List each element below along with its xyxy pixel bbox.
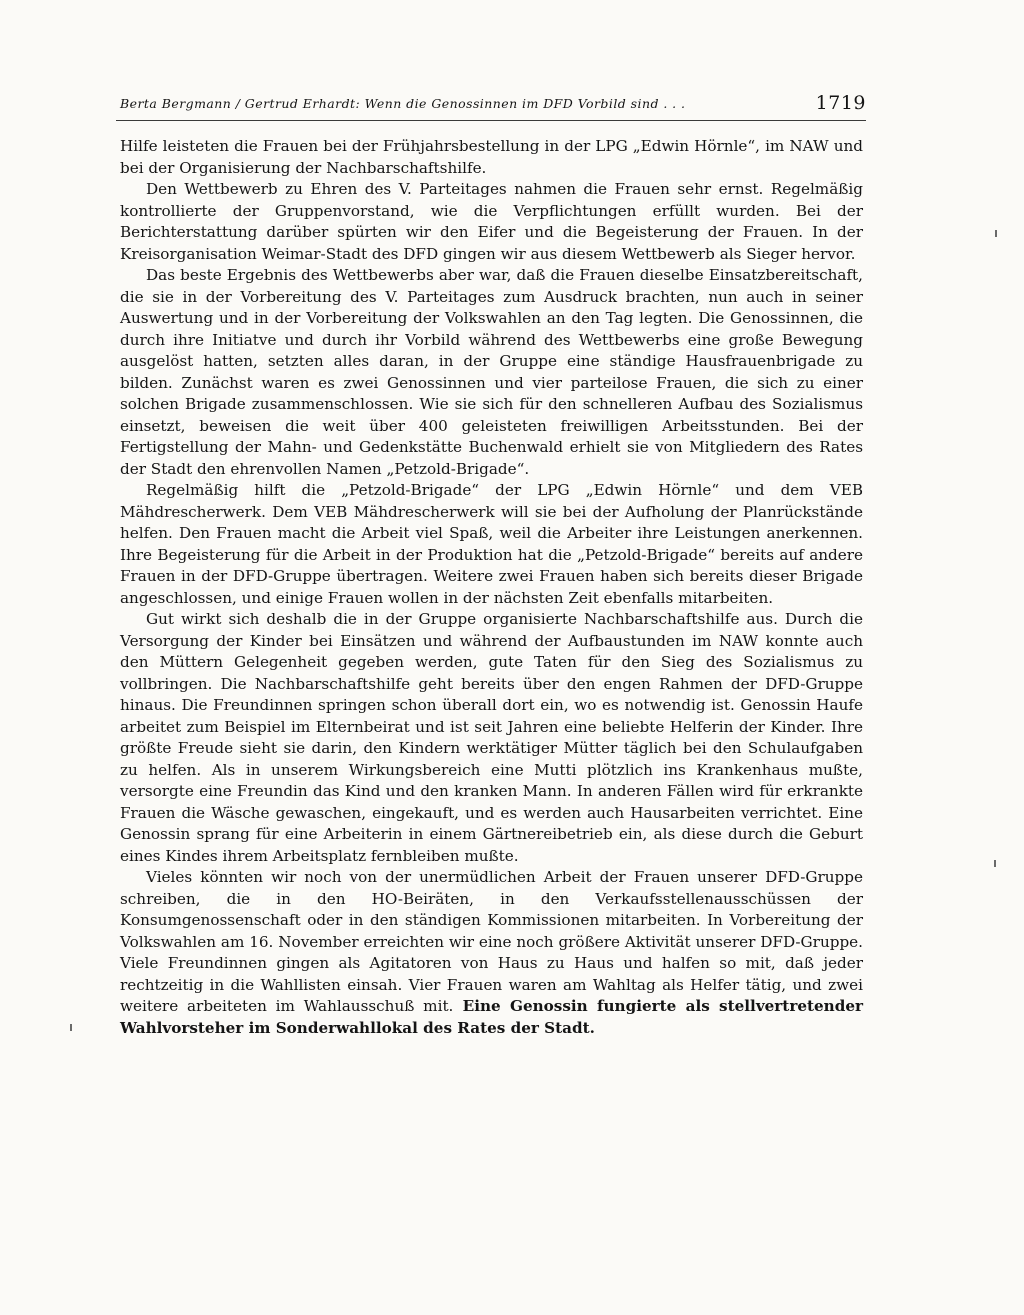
running-head: Berta Bergmann / Gertrud Erhardt: Wenn die Genossinnen im DFD Vorbild sind . . . [120,96,686,111]
article-body [120,136,863,1039]
page-number: 1719 [815,92,866,114]
paragraph-6-emphasis: Eine Genossin fungierte als stellvertretender Wahlvorsteher im Sonderwahllokal des Rates der Stadt. [120,997,863,1037]
paragraph-6 [120,867,863,1039]
paragraph-2: Den Wettbewerb zu Ehren des V. Parteitages nahmen die Frauen sehr ernst. Regelmäßig kontrollierte der Gruppenvorstand, wie die Verpflichtungen erfüllt wurden. Bei der Berichterstattung darüber spürten wir den Eifer und die Begeisterung der Frauen. In der Kreisorganisation Weimar-Stadt des DFD gingen wir aus diesem Wettbewerb als Sieger hervor. [120,180,863,263]
paragraph-1: Hilfe leisteten die Frauen bei der Frühjahrsbestellung in der LPG „Edwin Hörnle“, im NAW und bei der Organisierung der Nachbarschaftshilfe. [120,137,863,177]
paragraph-6-text: Vieles könnten wir noch von der unermüdlichen Arbeit der Frauen unserer DFD-Gruppe schreiben, die in den HO-Beiräten, in den Verkaufsstellenausschüssen der Konsumgenossenschaft oder in den ständigen Kommissionen mitarbeiten. In Vorbereitung der Volkswahlen am 16. November erreichten wir eine noch größere Aktivität unserer DFD-Gruppe. Viele Freundinnen gingen als Agitatoren von Haus zu Haus und halfen so mit, daß jeder rechtzeitig in die Wahllisten einsah. Vier Frauen waren am Wahltag als Helfer tätig, und zwei weitere arbeiteten im Wahlausschuß mit. [120,868,863,1015]
margin-speck [994,860,996,867]
page-header [120,92,866,118]
margin-speck [995,230,997,237]
paragraph-5: Gut wirkt sich deshalb die in der Gruppe organisierte Nachbarschaftshilfe aus. Durch die Versorgung der Kinder bei Einsätzen und während der Aufbaustunden im NAW konnte auch den Müttern Gelegenheit gegeben werden, gute Taten für den Sieg des Sozialismus zu vollbringen. Die Nachbarschaftshilfe geht bereits über den engen Rahmen der DFD-Gruppe hinaus. Die Freundinnen springen schon überall dort ein, wo es notwendig ist. Genossin Haufe arbeitet zum Beispiel im Elternbeirat und ist seit Jahren eine beliebte Helferin der Kinder. Ihre größte Freude sieht sie darin, den Kindern werktätiger Mütter täglich bei den Schulaufgaben zu helfen. Als in unserem Wirkungsbereich eine Mutti plötzlich ins Krankenhaus mußte, versorgte eine Freundin das Kind und den kranken Mann. In anderen Fällen wird für erkrankte Frauen die Wäsche gewaschen, eingekauft, und es werden auch Hausarbeiten verrichtet. Eine Genossin sprang für eine Arbeiterin in einem Gärtnereibetrieb ein, als diese durch die Geburt eines Kindes ihrem Arbeitsplatz fernbleiben mußte. [120,610,863,865]
paragraph-3: Das beste Ergebnis des Wettbewerbs aber war, daß die Frauen dieselbe Einsatzbereitschaft, die sie in der Vorbereitung des V. Parteitages zum Ausdruck brachten, nun auch in seiner Auswertung und in der Vorbereitung der Volkswahlen an den Tag legten. Die Genossinnen, die durch ihre Initiatve und durch ihr Vorbild während des Wettbewerbs eine große Bewegung ausgelöst hatten, setzten alles daran, in der Gruppe eine ständige Hausfrauenbrigade zu bilden. Zunächst waren es zwei Genossinnen und vier parteilose Frauen, die sich zu einer solchen Brigade zusammenschlossen. Wie sie sich für den schnelleren Aufbau des Sozialismus einsetzt, beweisen die weit über 400 geleisteten freiwilligen Arbeitsstunden. Bei der Fertigstellung der Mahn- und Gedenkstätte Buchenwald erhielt sie von Mitgliedern des Rates der Stadt den ehrenvollen Namen „Petzold-Brigade“. [120,266,863,478]
margin-speck [70,1024,72,1031]
paragraph-4: Regelmäßig hilft die „Petzold-Brigade“ der LPG „Edwin Hörnle“ und dem VEB Mähdrescherwerk. Dem VEB Mähdrescherwerk will sie bei der Aufholung der Planrückstände helfen. Den Frauen macht die Arbeit viel Spaß, weil die Arbeiter ihre Leistungen anerkennen. Ihre Begeisterung für die Arbeit in der Produktion hat die „Petzold-Brigade“ bereits auf andere Frauen in der DFD-Gruppe übertragen. Weitere zwei Frauen haben sich bereits dieser Brigade angeschlossen, und einige Frauen wollen in der nächsten Zeit ebenfalls mitarbeiten. [120,481,863,607]
header-rule [116,120,866,121]
